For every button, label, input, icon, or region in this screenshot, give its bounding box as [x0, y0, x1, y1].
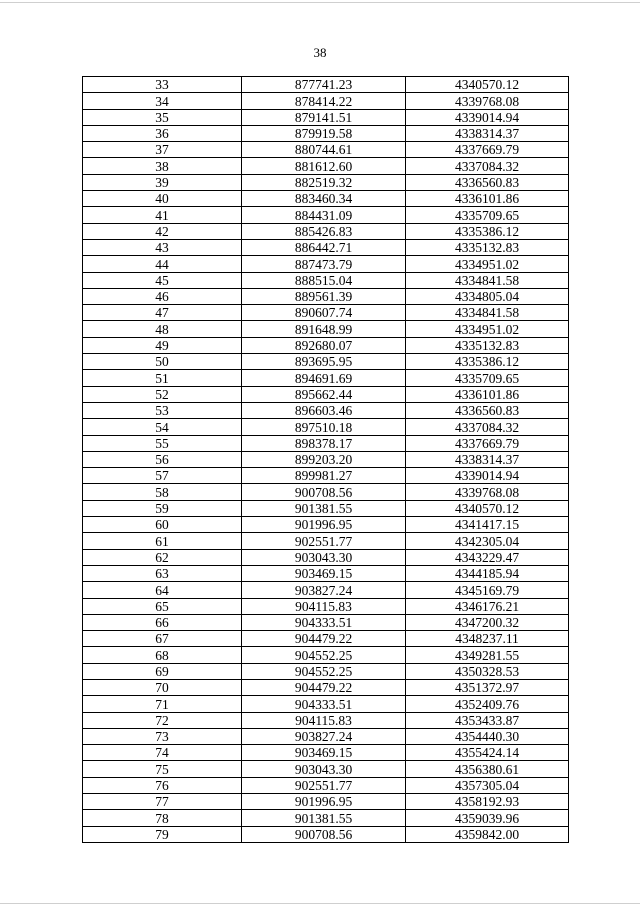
coordinates-table — [82, 76, 569, 843]
point-number-cell: 54 — [83, 419, 242, 435]
table-row — [83, 109, 569, 125]
point-number-cell: 77 — [83, 794, 242, 810]
x-coordinate-cell: 904552.25 — [242, 647, 406, 663]
point-number-cell: 73 — [83, 728, 242, 744]
y-coordinate-cell: 4343229.47 — [406, 549, 569, 565]
y-coordinate-cell: 4336101.86 — [406, 386, 569, 402]
point-number-cell: 39 — [83, 174, 242, 190]
point-number-cell: 46 — [83, 288, 242, 304]
point-number-cell: 50 — [83, 354, 242, 370]
y-coordinate-cell: 4336101.86 — [406, 191, 569, 207]
table-row — [83, 647, 569, 663]
table-row — [83, 256, 569, 272]
y-coordinate-cell: 4334841.58 — [406, 272, 569, 288]
y-coordinate-cell: 4347200.32 — [406, 614, 569, 630]
table-row — [83, 337, 569, 353]
y-coordinate-cell: 4334841.58 — [406, 305, 569, 321]
table-row — [83, 565, 569, 581]
x-coordinate-cell: 887473.79 — [242, 256, 406, 272]
y-coordinate-cell: 4353433.87 — [406, 712, 569, 728]
x-coordinate-cell: 878414.22 — [242, 93, 406, 109]
table-row — [83, 354, 569, 370]
point-number-cell: 33 — [83, 77, 242, 93]
point-number-cell: 58 — [83, 484, 242, 500]
x-coordinate-cell: 899203.20 — [242, 451, 406, 467]
x-coordinate-cell: 902551.77 — [242, 533, 406, 549]
y-coordinate-cell: 4351372.97 — [406, 679, 569, 695]
table-row — [83, 794, 569, 810]
table-row — [83, 745, 569, 761]
x-coordinate-cell: 886442.71 — [242, 239, 406, 255]
y-coordinate-cell: 4335386.12 — [406, 223, 569, 239]
point-number-cell: 64 — [83, 582, 242, 598]
point-number-cell: 66 — [83, 614, 242, 630]
y-coordinate-cell: 4356380.61 — [406, 761, 569, 777]
table-row — [83, 239, 569, 255]
y-coordinate-cell: 4359842.00 — [406, 826, 569, 842]
x-coordinate-cell: 901996.95 — [242, 794, 406, 810]
point-number-cell: 60 — [83, 517, 242, 533]
page-number: 38 — [313, 45, 327, 60]
x-coordinate-cell: 904115.83 — [242, 598, 406, 614]
x-coordinate-cell: 903827.24 — [242, 582, 406, 598]
point-number-cell: 49 — [83, 337, 242, 353]
table-row — [83, 663, 569, 679]
table-row — [83, 696, 569, 712]
point-number-cell: 35 — [83, 109, 242, 125]
point-number-cell: 72 — [83, 712, 242, 728]
y-coordinate-cell: 4337669.79 — [406, 435, 569, 451]
x-coordinate-cell: 904479.22 — [242, 631, 406, 647]
point-number-cell: 47 — [83, 305, 242, 321]
table-row — [83, 614, 569, 630]
table-row — [83, 386, 569, 402]
x-coordinate-cell: 897510.18 — [242, 419, 406, 435]
point-number-cell: 55 — [83, 435, 242, 451]
x-coordinate-cell: 883460.34 — [242, 191, 406, 207]
table-row — [83, 305, 569, 321]
page-edge-bottom — [0, 903, 640, 904]
x-coordinate-cell: 904552.25 — [242, 663, 406, 679]
x-coordinate-cell: 903469.15 — [242, 565, 406, 581]
x-coordinate-cell: 888515.04 — [242, 272, 406, 288]
table-row — [83, 93, 569, 109]
y-coordinate-cell: 4335132.83 — [406, 337, 569, 353]
y-coordinate-cell: 4337084.32 — [406, 158, 569, 174]
y-coordinate-cell: 4339768.08 — [406, 484, 569, 500]
y-coordinate-cell: 4335709.65 — [406, 207, 569, 223]
point-number-cell: 34 — [83, 93, 242, 109]
x-coordinate-cell: 894691.69 — [242, 370, 406, 386]
x-coordinate-cell: 900708.56 — [242, 484, 406, 500]
point-number-cell: 65 — [83, 598, 242, 614]
point-number-cell: 79 — [83, 826, 242, 842]
point-number-cell: 43 — [83, 239, 242, 255]
table-row — [83, 451, 569, 467]
table-row — [83, 370, 569, 386]
y-coordinate-cell: 4337084.32 — [406, 419, 569, 435]
point-number-cell: 76 — [83, 777, 242, 793]
coordinates-table-body — [83, 77, 569, 843]
table-row — [83, 549, 569, 565]
table-row — [83, 631, 569, 647]
point-number-cell: 56 — [83, 451, 242, 467]
y-coordinate-cell: 4342305.04 — [406, 533, 569, 549]
y-coordinate-cell: 4337669.79 — [406, 142, 569, 158]
y-coordinate-cell: 4336560.83 — [406, 174, 569, 190]
point-number-cell: 51 — [83, 370, 242, 386]
table-row — [83, 484, 569, 500]
point-number-cell: 62 — [83, 549, 242, 565]
y-coordinate-cell: 4336560.83 — [406, 402, 569, 418]
point-number-cell: 68 — [83, 647, 242, 663]
table-row — [83, 288, 569, 304]
x-coordinate-cell: 904333.51 — [242, 696, 406, 712]
x-coordinate-cell: 903827.24 — [242, 728, 406, 744]
table-row — [83, 728, 569, 744]
x-coordinate-cell: 903469.15 — [242, 745, 406, 761]
x-coordinate-cell: 896603.46 — [242, 402, 406, 418]
table-row — [83, 761, 569, 777]
y-coordinate-cell: 4344185.94 — [406, 565, 569, 581]
y-coordinate-cell: 4339768.08 — [406, 93, 569, 109]
x-coordinate-cell: 881612.60 — [242, 158, 406, 174]
x-coordinate-cell: 902551.77 — [242, 777, 406, 793]
point-number-cell: 57 — [83, 468, 242, 484]
y-coordinate-cell: 4348237.11 — [406, 631, 569, 647]
y-coordinate-cell: 4357305.04 — [406, 777, 569, 793]
point-number-cell: 53 — [83, 402, 242, 418]
x-coordinate-cell: 903043.30 — [242, 761, 406, 777]
y-coordinate-cell: 4350328.53 — [406, 663, 569, 679]
table-row — [83, 517, 569, 533]
y-coordinate-cell: 4340570.12 — [406, 77, 569, 93]
x-coordinate-cell: 889561.39 — [242, 288, 406, 304]
table-row — [83, 158, 569, 174]
point-number-cell: 71 — [83, 696, 242, 712]
point-number-cell: 69 — [83, 663, 242, 679]
point-number-cell: 37 — [83, 142, 242, 158]
table-row — [83, 468, 569, 484]
x-coordinate-cell: 893695.95 — [242, 354, 406, 370]
x-coordinate-cell: 879141.51 — [242, 109, 406, 125]
table-row — [83, 223, 569, 239]
y-coordinate-cell: 4345169.79 — [406, 582, 569, 598]
point-number-cell: 74 — [83, 745, 242, 761]
table-row — [83, 810, 569, 826]
point-number-cell: 67 — [83, 631, 242, 647]
table-row — [83, 679, 569, 695]
point-number-cell: 78 — [83, 810, 242, 826]
table-row — [83, 125, 569, 141]
y-coordinate-cell: 4346176.21 — [406, 598, 569, 614]
point-number-cell: 41 — [83, 207, 242, 223]
point-number-cell: 63 — [83, 565, 242, 581]
y-coordinate-cell: 4354440.30 — [406, 728, 569, 744]
table-row — [83, 598, 569, 614]
point-number-cell: 38 — [83, 158, 242, 174]
x-coordinate-cell: 898378.17 — [242, 435, 406, 451]
point-number-cell: 44 — [83, 256, 242, 272]
y-coordinate-cell: 4334951.02 — [406, 256, 569, 272]
table-row — [83, 77, 569, 93]
y-coordinate-cell: 4335132.83 — [406, 239, 569, 255]
y-coordinate-cell: 4339014.94 — [406, 468, 569, 484]
x-coordinate-cell: 900708.56 — [242, 826, 406, 842]
y-coordinate-cell: 4341417.15 — [406, 517, 569, 533]
x-coordinate-cell: 892680.07 — [242, 337, 406, 353]
x-coordinate-cell: 904333.51 — [242, 614, 406, 630]
x-coordinate-cell: 899981.27 — [242, 468, 406, 484]
x-coordinate-cell: 877741.23 — [242, 77, 406, 93]
x-coordinate-cell: 882519.32 — [242, 174, 406, 190]
point-number-cell: 40 — [83, 191, 242, 207]
y-coordinate-cell: 4355424.14 — [406, 745, 569, 761]
x-coordinate-cell: 901996.95 — [242, 517, 406, 533]
y-coordinate-cell: 4334951.02 — [406, 321, 569, 337]
table-row — [83, 712, 569, 728]
x-coordinate-cell: 903043.30 — [242, 549, 406, 565]
x-coordinate-cell: 884431.09 — [242, 207, 406, 223]
table-row — [83, 402, 569, 418]
x-coordinate-cell: 904479.22 — [242, 679, 406, 695]
table-row — [83, 174, 569, 190]
table-row — [83, 435, 569, 451]
y-coordinate-cell: 4335386.12 — [406, 354, 569, 370]
point-number-cell: 52 — [83, 386, 242, 402]
y-coordinate-cell: 4358192.93 — [406, 794, 569, 810]
table-row — [83, 142, 569, 158]
x-coordinate-cell: 901381.55 — [242, 810, 406, 826]
x-coordinate-cell: 885426.83 — [242, 223, 406, 239]
table-row — [83, 826, 569, 842]
table-row — [83, 777, 569, 793]
y-coordinate-cell: 4349281.55 — [406, 647, 569, 663]
point-number-cell: 42 — [83, 223, 242, 239]
x-coordinate-cell: 890607.74 — [242, 305, 406, 321]
table-row — [83, 582, 569, 598]
point-number-cell: 48 — [83, 321, 242, 337]
x-coordinate-cell: 901381.55 — [242, 500, 406, 516]
point-number-cell: 70 — [83, 679, 242, 695]
y-coordinate-cell: 4338314.37 — [406, 125, 569, 141]
y-coordinate-cell: 4339014.94 — [406, 109, 569, 125]
x-coordinate-cell: 880744.61 — [242, 142, 406, 158]
table-row — [83, 500, 569, 516]
table-row — [83, 207, 569, 223]
page-edge-top — [0, 2, 640, 3]
y-coordinate-cell: 4335709.65 — [406, 370, 569, 386]
table-row — [83, 321, 569, 337]
x-coordinate-cell: 895662.44 — [242, 386, 406, 402]
point-number-cell: 45 — [83, 272, 242, 288]
table-row — [83, 533, 569, 549]
y-coordinate-cell: 4352409.76 — [406, 696, 569, 712]
x-coordinate-cell: 891648.99 — [242, 321, 406, 337]
x-coordinate-cell: 879919.58 — [242, 125, 406, 141]
table-row — [83, 419, 569, 435]
y-coordinate-cell: 4334805.04 — [406, 288, 569, 304]
point-number-cell: 59 — [83, 500, 242, 516]
point-number-cell: 61 — [83, 533, 242, 549]
y-coordinate-cell: 4338314.37 — [406, 451, 569, 467]
x-coordinate-cell: 904115.83 — [242, 712, 406, 728]
y-coordinate-cell: 4359039.96 — [406, 810, 569, 826]
table-row — [83, 272, 569, 288]
point-number-cell: 36 — [83, 125, 242, 141]
table-row — [83, 191, 569, 207]
y-coordinate-cell: 4340570.12 — [406, 500, 569, 516]
point-number-cell: 75 — [83, 761, 242, 777]
